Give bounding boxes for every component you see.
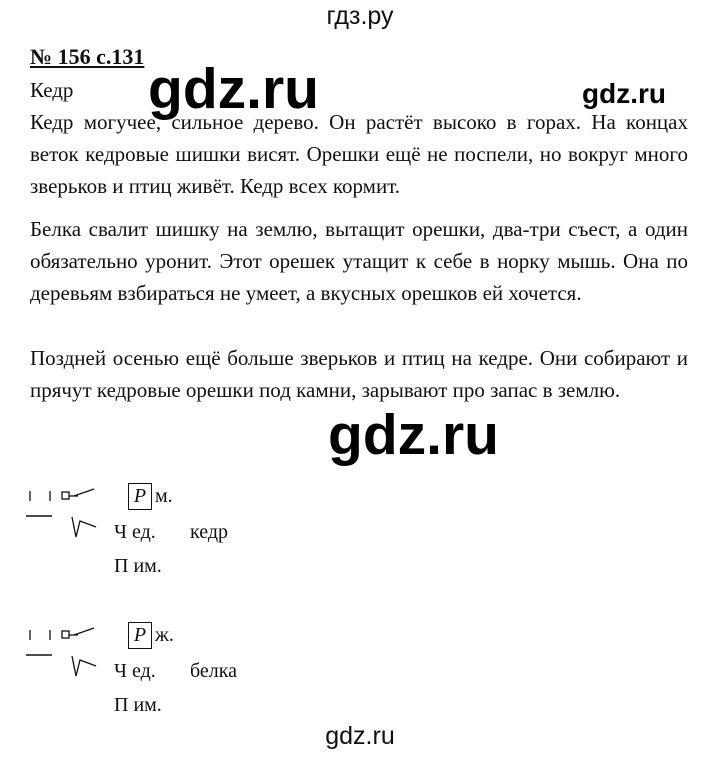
- part-of-speech-box: Р: [128, 622, 152, 649]
- watermark: gdz.ru: [582, 78, 666, 109]
- number-label: Ч ед.: [114, 660, 156, 682]
- gender-label: ж.: [155, 624, 174, 646]
- word-parse-block: [24, 483, 324, 583]
- part-of-speech-box: Р: [128, 483, 152, 510]
- paragraph: Поздней осенью ещё больше зверьков и птиц на кедре. Они собирают и прячут кедровые орешки под камни, зарывают про запас в землю.: [30, 346, 688, 402]
- text-title: Кедр: [30, 78, 74, 102]
- word-parse-block: [24, 622, 324, 722]
- case-label: П им.: [114, 555, 162, 577]
- paragraph: Кедр могучее, сильное дерево. Он растёт высоко в горах. На концах веток кедровые шишки висят. Орешки ещё не поспели, но вокруг много зверьков и птиц живёт. Кедр всех кормит.: [30, 110, 688, 198]
- number-label: Ч ед.: [114, 521, 156, 543]
- watermark: gdz.ru: [148, 57, 319, 121]
- parsed-word: белка: [190, 660, 238, 682]
- site-footer: gdz.ru: [325, 722, 395, 750]
- gender-label: м.: [155, 485, 173, 507]
- watermark: gdz.ru: [328, 403, 499, 467]
- paragraph: Белка свалит шишку на землю, вытащит орешки, два-три съест, а один обязательно уронит. Этот орешек утащит к себе в норку мышь. Она по деревьям взбираться не умеет, а вкусных орешков ей хочется.: [30, 217, 688, 305]
- sentence-member-marks-icon: [24, 622, 114, 682]
- sentence-member-marks-icon: [24, 483, 114, 543]
- site-header: гдз.ру: [326, 2, 394, 30]
- case-label: П им.: [114, 694, 162, 716]
- task-number: № 156 с.131: [30, 44, 145, 69]
- parsed-word: кедр: [190, 521, 229, 543]
